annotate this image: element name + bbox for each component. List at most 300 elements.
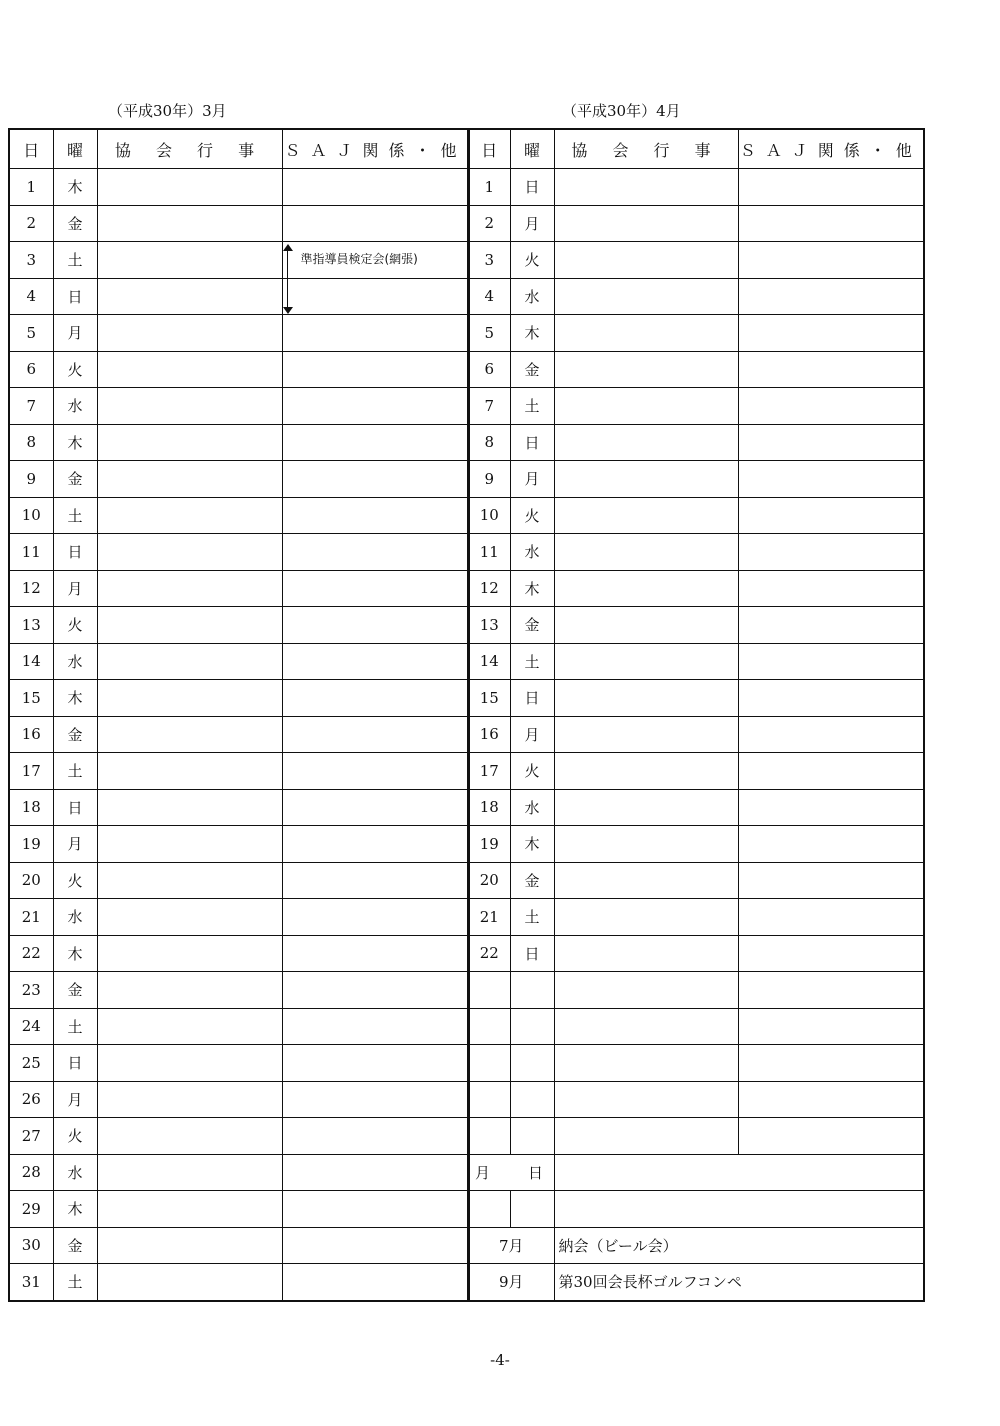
saj-cell xyxy=(738,1008,924,1045)
day-cell: 19 xyxy=(9,826,53,863)
table-row xyxy=(9,278,469,315)
association-event-cell xyxy=(554,570,738,607)
table-row xyxy=(468,315,924,352)
weekday-cell: 金 xyxy=(53,205,97,242)
weekday-cell: 火 xyxy=(510,753,554,790)
weekday-cell: 水 xyxy=(510,278,554,315)
march-calendar-table xyxy=(8,128,470,1302)
table-row xyxy=(468,607,924,644)
saj-cell xyxy=(738,899,924,936)
saj-cell xyxy=(282,1264,469,1301)
saj-cell xyxy=(282,570,469,607)
saj-cell xyxy=(282,534,469,571)
day-cell: 30 xyxy=(9,1227,53,1264)
table-row xyxy=(468,570,924,607)
weekday-cell: 木 xyxy=(53,169,97,206)
weekday-cell xyxy=(510,1045,554,1082)
association-event-cell xyxy=(97,315,282,352)
association-event-cell xyxy=(554,424,738,461)
schedule-row xyxy=(468,1227,924,1264)
april-calendar-table xyxy=(467,128,925,1302)
table-row xyxy=(468,680,924,717)
saj-cell xyxy=(282,935,469,972)
association-event-cell xyxy=(554,351,738,388)
table-row xyxy=(9,1045,469,1082)
saj-cell xyxy=(282,497,469,534)
association-event-cell xyxy=(97,1045,282,1082)
day-cell: 13 xyxy=(468,607,510,644)
saj-cell xyxy=(738,862,924,899)
association-event-cell xyxy=(554,1008,738,1045)
saj-cell xyxy=(282,1191,469,1228)
saj-cell xyxy=(738,1045,924,1082)
table-row xyxy=(468,169,924,206)
day-cell: 17 xyxy=(468,753,510,790)
weekday-cell: 土 xyxy=(510,388,554,425)
table-row xyxy=(468,242,924,279)
saj-cell xyxy=(282,278,469,315)
day-cell: 12 xyxy=(9,570,53,607)
association-event-cell xyxy=(554,278,738,315)
empty-row xyxy=(468,1008,924,1045)
day-cell: 6 xyxy=(468,351,510,388)
header-row xyxy=(468,129,924,169)
weekday-cell: 水 xyxy=(510,789,554,826)
day-cell: 25 xyxy=(9,1045,53,1082)
saj-cell xyxy=(282,461,469,498)
saj-cell xyxy=(282,351,469,388)
table-row xyxy=(9,424,469,461)
table-row xyxy=(468,534,924,571)
day-cell: 10 xyxy=(9,497,53,534)
saj-cell xyxy=(738,388,924,425)
day-cell: 2 xyxy=(9,205,53,242)
association-event-cell xyxy=(97,388,282,425)
header-row xyxy=(9,129,469,169)
association-event-cell xyxy=(554,935,738,972)
day-cell: 5 xyxy=(9,315,53,352)
page-number: -4- xyxy=(490,1351,510,1369)
association-event-cell xyxy=(97,534,282,571)
table-row xyxy=(9,169,469,206)
saj-cell xyxy=(282,388,469,425)
weekday-cell xyxy=(510,1008,554,1045)
table-row xyxy=(9,680,469,717)
table-row xyxy=(468,789,924,826)
saj-cell xyxy=(282,972,469,1009)
day-cell: 8 xyxy=(9,424,53,461)
weekday-cell: 火 xyxy=(53,1118,97,1155)
association-event-cell xyxy=(554,789,738,826)
day-cell: 1 xyxy=(468,169,510,206)
day-cell: 20 xyxy=(9,862,53,899)
saj-cell xyxy=(282,315,469,352)
header-association-events: 協 会 行 事 xyxy=(554,129,738,169)
saj-cell xyxy=(282,716,469,753)
association-event-cell xyxy=(97,497,282,534)
table-row xyxy=(9,1008,469,1045)
association-event-cell xyxy=(554,1081,738,1118)
day-cell: 16 xyxy=(468,716,510,753)
header-saj-related: ＳＡＪ関係・他 xyxy=(738,129,924,169)
association-event-cell xyxy=(554,716,738,753)
day-cell: 14 xyxy=(468,643,510,680)
association-event-cell xyxy=(97,1118,282,1155)
association-event-cell xyxy=(554,315,738,352)
association-event-cell xyxy=(97,935,282,972)
association-event-cell xyxy=(97,205,282,242)
table-row xyxy=(9,315,469,352)
weekday-cell: 木 xyxy=(53,680,97,717)
saj-cell xyxy=(738,351,924,388)
table-row xyxy=(468,351,924,388)
association-event-cell xyxy=(97,570,282,607)
day-cell: 19 xyxy=(468,826,510,863)
table-row xyxy=(9,242,469,279)
saj-cell xyxy=(282,1045,469,1082)
saj-cell xyxy=(282,899,469,936)
table-row xyxy=(9,461,469,498)
weekday-cell xyxy=(510,972,554,1009)
day-cell: 14 xyxy=(9,643,53,680)
day-cell: 20 xyxy=(468,862,510,899)
day-cell: 9 xyxy=(468,461,510,498)
header-saj-related: ＳＡＪ関係・他 xyxy=(282,129,469,169)
empty-row xyxy=(468,1081,924,1118)
day-cell xyxy=(468,1045,510,1082)
schedule-event-cell xyxy=(554,1154,924,1191)
weekday-cell: 土 xyxy=(510,899,554,936)
weekday-cell: 水 xyxy=(510,534,554,571)
saj-cell xyxy=(282,643,469,680)
weekday-cell: 日 xyxy=(53,534,97,571)
weekday-cell: 金 xyxy=(53,972,97,1009)
association-event-cell xyxy=(97,753,282,790)
saj-cell xyxy=(738,716,924,753)
saj-cell xyxy=(282,242,469,279)
weekday-cell: 火 xyxy=(510,497,554,534)
day-cell: 29 xyxy=(9,1191,53,1228)
table-row xyxy=(468,826,924,863)
day-cell: 18 xyxy=(468,789,510,826)
association-event-cell xyxy=(97,862,282,899)
association-event-cell xyxy=(554,680,738,717)
weekday-cell: 火 xyxy=(53,351,97,388)
association-event-cell xyxy=(554,753,738,790)
saj-cell xyxy=(738,643,924,680)
day-cell xyxy=(468,1081,510,1118)
weekday-cell: 火 xyxy=(53,862,97,899)
saj-cell xyxy=(282,424,469,461)
weekday-cell: 金 xyxy=(510,862,554,899)
saj-cell xyxy=(282,169,469,206)
table-row xyxy=(468,862,924,899)
saj-cell xyxy=(738,461,924,498)
saj-cell xyxy=(738,753,924,790)
saj-cell xyxy=(738,680,924,717)
saj-cell xyxy=(282,1118,469,1155)
weekday-cell: 水 xyxy=(53,1154,97,1191)
day-cell: 11 xyxy=(9,534,53,571)
day-cell: 26 xyxy=(9,1081,53,1118)
association-event-cell xyxy=(554,1118,738,1155)
table-row xyxy=(468,643,924,680)
day-cell: 7 xyxy=(468,388,510,425)
weekday-cell: 土 xyxy=(510,643,554,680)
weekday-cell: 水 xyxy=(53,388,97,425)
table-row xyxy=(9,1118,469,1155)
day-cell: 3 xyxy=(9,242,53,279)
weekday-cell: 月 xyxy=(510,716,554,753)
table-row xyxy=(9,1191,469,1228)
association-event-cell xyxy=(97,716,282,753)
table-row xyxy=(9,972,469,1009)
table-row xyxy=(468,424,924,461)
weekday-cell: 金 xyxy=(53,461,97,498)
association-event-cell xyxy=(554,1045,738,1082)
association-event-cell xyxy=(97,826,282,863)
schedule-month: 7月 xyxy=(468,1227,554,1264)
day-cell xyxy=(468,1118,510,1155)
weekday-cell: 火 xyxy=(510,242,554,279)
table-row xyxy=(468,716,924,753)
table-row xyxy=(468,935,924,972)
header-day: 日 xyxy=(9,129,53,169)
table-row xyxy=(9,862,469,899)
association-event-cell xyxy=(554,242,738,279)
weekday-cell: 土 xyxy=(53,753,97,790)
weekday-cell: 土 xyxy=(53,242,97,279)
weekday-cell: 金 xyxy=(510,351,554,388)
schedule-month: 9月 xyxy=(468,1264,554,1301)
saj-cell xyxy=(282,862,469,899)
table-row xyxy=(9,388,469,425)
weekday-cell: 土 xyxy=(53,1008,97,1045)
day-cell: 21 xyxy=(468,899,510,936)
day-cell xyxy=(468,972,510,1009)
weekday-cell: 火 xyxy=(53,607,97,644)
saj-event-note: 準指導員検定会(網張) xyxy=(300,252,418,266)
weekday-cell: 水 xyxy=(53,899,97,936)
day-cell: 11 xyxy=(468,534,510,571)
association-event-cell xyxy=(97,789,282,826)
day-cell xyxy=(510,1191,554,1228)
caption-march: （平成30年）3月 xyxy=(108,102,227,120)
table-row xyxy=(9,497,469,534)
table-row xyxy=(9,205,469,242)
table-row xyxy=(9,716,469,753)
day-cell: 10 xyxy=(468,497,510,534)
table-row xyxy=(468,461,924,498)
empty-row xyxy=(468,1191,924,1228)
saj-cell xyxy=(738,424,924,461)
saj-cell xyxy=(282,680,469,717)
weekday-cell: 月 xyxy=(53,315,97,352)
saj-cell xyxy=(738,315,924,352)
weekday-cell: 木 xyxy=(510,570,554,607)
day-cell: 8 xyxy=(468,424,510,461)
table-row xyxy=(468,899,924,936)
association-event-cell xyxy=(554,643,738,680)
weekday-cell: 月 xyxy=(510,461,554,498)
association-event-cell xyxy=(97,169,282,206)
weekday-cell: 金 xyxy=(53,1227,97,1264)
association-event-cell xyxy=(554,899,738,936)
weekday-cell: 月 xyxy=(53,570,97,607)
association-event-cell xyxy=(97,1191,282,1228)
association-event-cell xyxy=(97,1008,282,1045)
day-cell: 13 xyxy=(9,607,53,644)
weekday-cell: 木 xyxy=(53,1191,97,1228)
table-row xyxy=(468,388,924,425)
table-row xyxy=(9,789,469,826)
weekday-cell: 日 xyxy=(510,935,554,972)
saj-cell xyxy=(738,607,924,644)
table-row xyxy=(9,1081,469,1118)
weekday-cell: 土 xyxy=(53,497,97,534)
saj-cell xyxy=(738,278,924,315)
month-cell xyxy=(468,1191,510,1228)
table-row xyxy=(9,935,469,972)
saj-cell xyxy=(738,972,924,1009)
association-event-cell xyxy=(97,1154,282,1191)
association-event-cell xyxy=(97,972,282,1009)
association-event-cell xyxy=(97,643,282,680)
association-event-cell xyxy=(97,461,282,498)
association-event-cell xyxy=(97,242,282,279)
header-weekday: 曜 xyxy=(510,129,554,169)
saj-cell xyxy=(738,497,924,534)
schedule-row xyxy=(468,1264,924,1301)
saj-cell xyxy=(282,753,469,790)
weekday-cell: 月 xyxy=(53,826,97,863)
day-cell: 7 xyxy=(9,388,53,425)
saj-cell xyxy=(738,570,924,607)
weekday-cell: 月 xyxy=(53,1081,97,1118)
association-event-cell xyxy=(554,388,738,425)
association-event-cell xyxy=(97,607,282,644)
weekday-cell: 日 xyxy=(510,169,554,206)
day-cell: 2 xyxy=(468,205,510,242)
header-day: 日 xyxy=(468,129,510,169)
table-row xyxy=(9,1154,469,1191)
weekday-cell: 木 xyxy=(53,935,97,972)
table-row xyxy=(9,826,469,863)
saj-cell xyxy=(738,1118,924,1155)
weekday-cell: 金 xyxy=(510,607,554,644)
empty-row xyxy=(468,1045,924,1082)
weekday-cell: 水 xyxy=(53,643,97,680)
table-row xyxy=(9,1227,469,1264)
schedule-event: 納会（ビール会） xyxy=(554,1227,924,1264)
header-weekday: 曜 xyxy=(53,129,97,169)
table-row xyxy=(9,351,469,388)
weekday-cell: 日 xyxy=(53,1045,97,1082)
saj-cell xyxy=(282,1227,469,1264)
saj-cell xyxy=(738,826,924,863)
day-cell: 12 xyxy=(468,570,510,607)
association-event-cell xyxy=(97,899,282,936)
association-event-cell xyxy=(554,497,738,534)
saj-cell xyxy=(738,534,924,571)
caption-april: （平成30年）4月 xyxy=(562,102,681,120)
weekday-cell: 日 xyxy=(53,789,97,826)
schedule-event: 第30回会長杯ゴルフコンペ xyxy=(554,1264,924,1301)
saj-cell xyxy=(738,205,924,242)
month-day-label-row xyxy=(468,1154,924,1191)
day-cell: 24 xyxy=(9,1008,53,1045)
association-event-cell xyxy=(554,534,738,571)
schedule-event-cell xyxy=(554,1191,924,1228)
empty-row xyxy=(468,972,924,1009)
weekday-cell: 日 xyxy=(510,680,554,717)
saj-cell xyxy=(282,607,469,644)
day-label: 日 xyxy=(528,1163,544,1182)
saj-cell xyxy=(738,935,924,972)
saj-cell xyxy=(738,242,924,279)
association-event-cell xyxy=(97,680,282,717)
weekday-cell: 土 xyxy=(53,1264,97,1301)
day-cell: 3 xyxy=(468,242,510,279)
weekday-cell: 木 xyxy=(53,424,97,461)
table-row xyxy=(468,205,924,242)
weekday-cell: 月 xyxy=(510,205,554,242)
saj-cell xyxy=(282,789,469,826)
day-cell: 17 xyxy=(9,753,53,790)
saj-cell xyxy=(282,826,469,863)
day-cell: 18 xyxy=(9,789,53,826)
day-cell: 4 xyxy=(468,278,510,315)
weekday-cell: 日 xyxy=(53,278,97,315)
day-cell: 1 xyxy=(9,169,53,206)
weekday-cell xyxy=(510,1118,554,1155)
association-event-cell xyxy=(97,1227,282,1264)
saj-cell xyxy=(738,169,924,206)
association-event-cell xyxy=(554,607,738,644)
month-label: 月 xyxy=(475,1163,491,1182)
association-event-cell xyxy=(554,169,738,206)
weekday-cell: 木 xyxy=(510,315,554,352)
table-row xyxy=(9,1264,469,1301)
table-row xyxy=(9,753,469,790)
day-cell: 31 xyxy=(9,1264,53,1301)
day-cell: 15 xyxy=(468,680,510,717)
day-cell: 16 xyxy=(9,716,53,753)
association-event-cell xyxy=(97,1264,282,1301)
association-event-cell xyxy=(554,461,738,498)
saj-cell xyxy=(738,1081,924,1118)
day-cell: 5 xyxy=(468,315,510,352)
association-event-cell xyxy=(97,278,282,315)
month-day-label xyxy=(468,1154,554,1191)
saj-cell xyxy=(282,1008,469,1045)
table-row xyxy=(9,899,469,936)
weekday-cell: 木 xyxy=(510,826,554,863)
saj-cell xyxy=(282,205,469,242)
weekday-cell: 日 xyxy=(510,424,554,461)
association-event-cell xyxy=(97,351,282,388)
table-row xyxy=(468,278,924,315)
day-cell: 22 xyxy=(468,935,510,972)
table-row xyxy=(468,497,924,534)
day-cell: 21 xyxy=(9,899,53,936)
association-event-cell xyxy=(554,972,738,1009)
table-row xyxy=(9,570,469,607)
saj-cell xyxy=(738,789,924,826)
day-cell: 6 xyxy=(9,351,53,388)
saj-cell xyxy=(282,1081,469,1118)
empty-row xyxy=(468,1118,924,1155)
